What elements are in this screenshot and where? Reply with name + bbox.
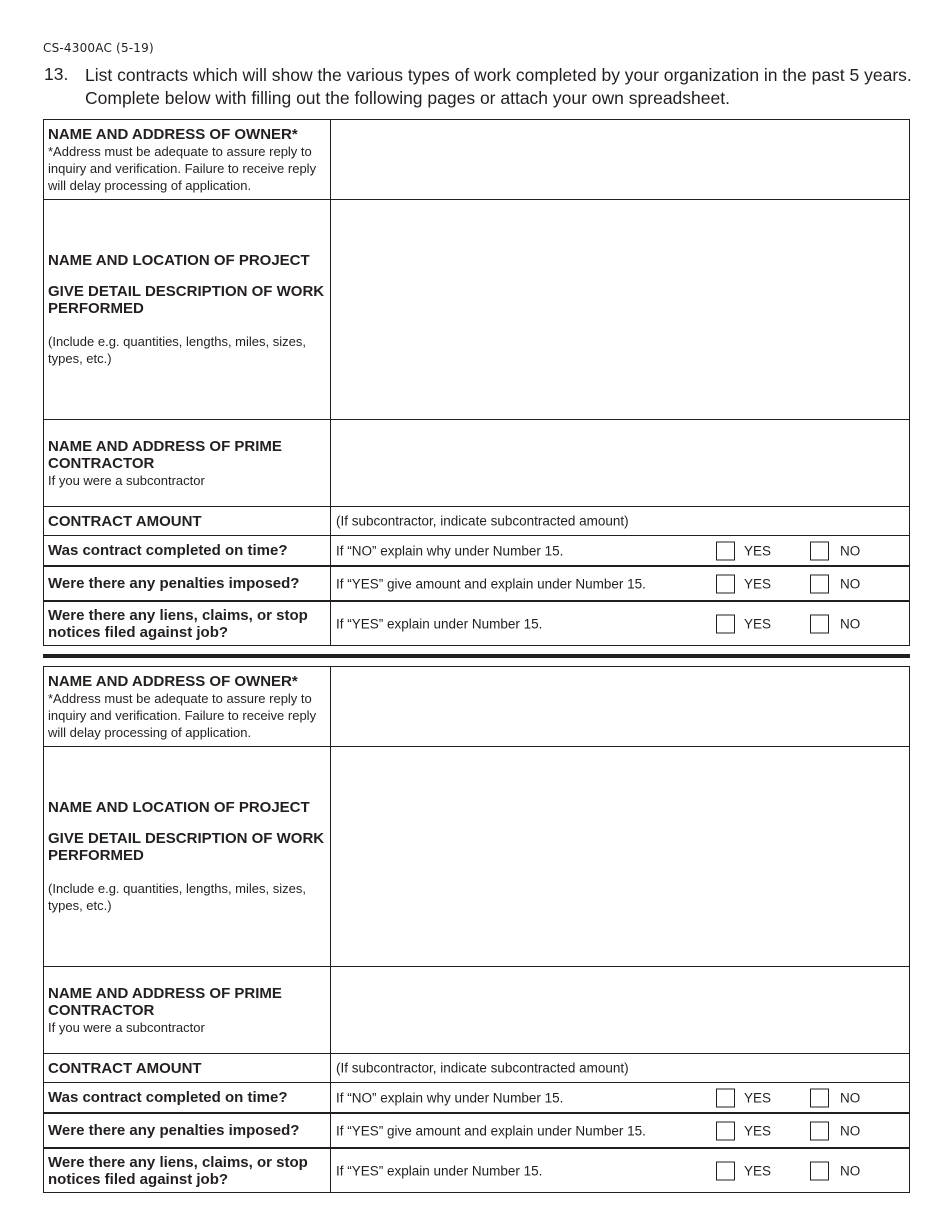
owner-label: NAME AND ADDRESS OF OWNER*: [48, 672, 298, 690]
prime-field[interactable]: [331, 967, 909, 1053]
liens-no-label: NO: [840, 616, 861, 631]
penalty-question: Were there any penalties imposed?: [48, 575, 300, 592]
liens-row: [44, 1149, 909, 1192]
project-row: [44, 747, 909, 967]
owner-row: [44, 120, 909, 200]
owner-label: NAME AND ADDRESS OF OWNER*: [48, 125, 298, 143]
liens-question: Were there any liens, claims, or stop notices filed against job?: [48, 606, 308, 641]
project-field[interactable]: [331, 200, 909, 419]
penalty-note: If “YES” give amount and explain under Number 15.: [336, 1123, 646, 1138]
liens-yes-checkbox[interactable]: [716, 1161, 735, 1180]
project-field[interactable]: [331, 747, 909, 966]
project-row: [44, 200, 909, 420]
ontime-row: [44, 1083, 909, 1114]
liens-yes-label: YES: [744, 1163, 772, 1178]
form-code: CS-4300AC (5-19): [43, 41, 154, 55]
penalty-row: [44, 567, 909, 602]
contract-block-2: [43, 666, 910, 1193]
liens-no-checkbox[interactable]: [810, 1161, 829, 1180]
ontime-question: Was contract completed on time?: [48, 1089, 288, 1106]
section-divider: [43, 654, 910, 658]
ontime-no-label: NO: [840, 543, 861, 558]
penalty-no-label: NO: [840, 1123, 861, 1138]
work-note: (Include e.g. quantities, lengths, miles, sizes, types, etc.): [48, 881, 306, 913]
ontime-yes-label: YES: [744, 543, 772, 558]
amount-label: CONTRACT AMOUNT: [48, 512, 202, 530]
project-label: NAME AND LOCATION OF PROJECT: [48, 799, 310, 816]
prime-row: [44, 420, 909, 507]
penalty-yes-label: YES: [744, 576, 772, 591]
ontime-yes-checkbox[interactable]: [716, 1088, 735, 1107]
penalty-yes-checkbox[interactable]: [716, 574, 735, 593]
penalty-yes-label: YES: [744, 1123, 772, 1138]
amount-note: (If subcontractor, indicate subcontracted amount): [336, 1060, 629, 1076]
amount-field[interactable]: [331, 507, 909, 535]
liens-question: Were there any liens, claims, or stop notices filed against job?: [48, 1153, 308, 1188]
owner-field[interactable]: [331, 667, 909, 746]
owner-row: [44, 667, 909, 747]
liens-row: [44, 602, 909, 645]
instruction-text: List contracts which will show the various types of work completed by your organization in the past 5 years. Complete below with filling out the following pages or attach your own spreadsheet.: [85, 65, 912, 108]
owner-note: *Address must be adequate to assure reply to inquiry and verification. Failure to receive reply will delay processing of application.: [48, 690, 317, 740]
liens-yes-label: YES: [744, 616, 772, 631]
amount-label: CONTRACT AMOUNT: [48, 1059, 202, 1077]
prime-row: [44, 967, 909, 1054]
prime-note: If you were a subcontractor: [48, 472, 205, 488]
penalty-question: Were there any penalties imposed?: [48, 1122, 300, 1139]
ontime-no-label: NO: [840, 1090, 861, 1105]
ontime-row: [44, 536, 909, 567]
instruction-number: 13.: [44, 64, 69, 84]
ontime-note: If “NO” explain why under Number 15.: [336, 1090, 564, 1105]
owner-note: *Address must be adequate to assure reply to inquiry and verification. Failure to receive reply will delay processing of application.: [48, 143, 317, 193]
ontime-no-checkbox[interactable]: [810, 541, 829, 560]
liens-yes-checkbox[interactable]: [716, 614, 735, 633]
liens-no-label: NO: [840, 1163, 861, 1178]
amount-row: [44, 1054, 909, 1083]
owner-field[interactable]: [331, 120, 909, 199]
work-label: GIVE DETAIL DESCRIPTION OF WORK PERFORMED: [48, 283, 325, 317]
project-label: NAME AND LOCATION OF PROJECT: [48, 252, 310, 269]
work-note: (Include e.g. quantities, lengths, miles, sizes, types, etc.): [48, 334, 306, 366]
ontime-note: If “NO” explain why under Number 15.: [336, 543, 564, 558]
work-label: GIVE DETAIL DESCRIPTION OF WORK PERFORMED: [48, 830, 325, 864]
prime-label: NAME AND ADDRESS OF PRIME CONTRACTOR: [48, 437, 282, 472]
prime-note: If you were a subcontractor: [48, 1019, 205, 1035]
penalty-row: [44, 1114, 909, 1149]
ontime-no-checkbox[interactable]: [810, 1088, 829, 1107]
liens-note: If “YES” explain under Number 15.: [336, 616, 543, 631]
penalty-no-checkbox[interactable]: [810, 1121, 829, 1140]
penalty-yes-checkbox[interactable]: [716, 1121, 735, 1140]
contract-block-1: [43, 119, 910, 646]
penalty-no-label: NO: [840, 576, 861, 591]
liens-note: If “YES” explain under Number 15.: [336, 1163, 543, 1178]
amount-note: (If subcontractor, indicate subcontracted amount): [336, 513, 629, 529]
prime-field[interactable]: [331, 420, 909, 506]
penalty-no-checkbox[interactable]: [810, 574, 829, 593]
ontime-yes-label: YES: [744, 1090, 772, 1105]
ontime-yes-checkbox[interactable]: [716, 541, 735, 560]
amount-field[interactable]: [331, 1054, 909, 1082]
penalty-note: If “YES” give amount and explain under Number 15.: [336, 576, 646, 591]
amount-row: [44, 507, 909, 536]
liens-no-checkbox[interactable]: [810, 614, 829, 633]
ontime-question: Was contract completed on time?: [48, 542, 288, 559]
prime-label: NAME AND ADDRESS OF PRIME CONTRACTOR: [48, 984, 282, 1019]
